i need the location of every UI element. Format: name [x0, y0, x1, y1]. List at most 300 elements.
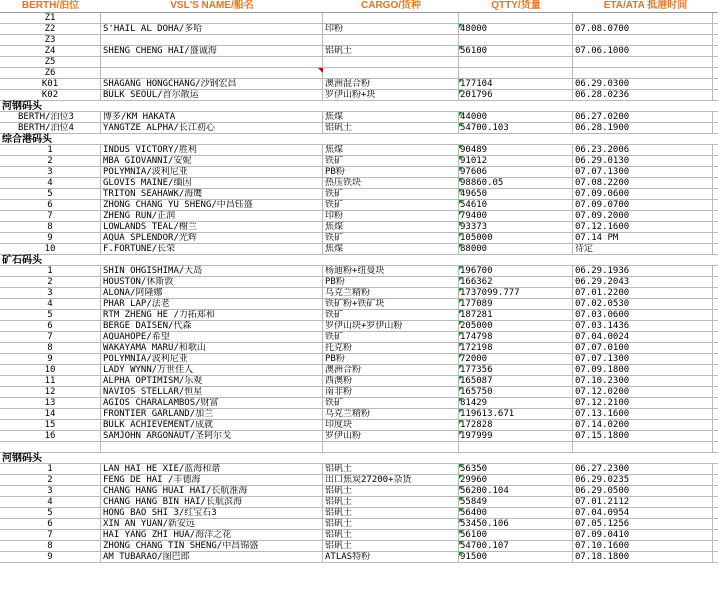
- cell-eta[interactable]: 07.06.1000: [573, 46, 713, 57]
- cell-berth[interactable]: 8: [0, 541, 101, 552]
- cell-cargo[interactable]: 铝矾土: [323, 123, 459, 134]
- cell-cargo[interactable]: 印粉: [323, 211, 459, 222]
- cell-quantity[interactable]: [459, 13, 573, 24]
- cell-berth[interactable]: Z1: [0, 13, 101, 24]
- cell-berth[interactable]: Z2: [0, 24, 101, 35]
- cell-eta[interactable]: 07.04.0024: [573, 332, 713, 343]
- cell-quantity[interactable]: 91500: [459, 552, 573, 563]
- header-vessel-name[interactable]: VSL'S NAME/船名: [170, 0, 254, 11]
- empty-cell[interactable]: [713, 376, 718, 387]
- cell-cargo[interactable]: 铝矾土: [323, 508, 459, 519]
- cell-vessel-name[interactable]: SHAGANG HONGCHANG/沙钢宏昌: [101, 79, 323, 90]
- empty-cell[interactable]: [713, 508, 718, 519]
- empty-cell[interactable]: [713, 530, 718, 541]
- cell-berth[interactable]: 4: [0, 299, 101, 310]
- cell-quantity[interactable]: 119613.671: [459, 409, 573, 420]
- cell-berth[interactable]: 13: [0, 398, 101, 409]
- cell-eta[interactable]: 07.01.2112: [573, 497, 713, 508]
- cell-quantity[interactable]: [459, 68, 573, 79]
- empty-cell[interactable]: [713, 288, 718, 299]
- empty-cell[interactable]: [713, 123, 718, 134]
- cell-cargo[interactable]: 铁矿: [323, 332, 459, 343]
- empty-cell[interactable]: [323, 101, 459, 112]
- cell-eta[interactable]: 06.29.0130: [573, 156, 713, 167]
- cell-cargo[interactable]: PB粉: [323, 167, 459, 178]
- cell-quantity[interactable]: 56100: [459, 530, 573, 541]
- cell-berth[interactable]: 5: [0, 508, 101, 519]
- empty-cell[interactable]: [713, 211, 718, 222]
- empty-cell[interactable]: [101, 453, 323, 464]
- cell-eta[interactable]: 06.27.0200: [573, 112, 713, 123]
- cell-vessel-name[interactable]: BULK ACHIEVEMENT/成就: [101, 420, 323, 431]
- cell-eta[interactable]: 07.14 PM: [573, 233, 713, 244]
- empty-cell[interactable]: [713, 453, 718, 464]
- cell-quantity[interactable]: 172198: [459, 343, 573, 354]
- cell-quantity[interactable]: 72000: [459, 354, 573, 365]
- cell-quantity[interactable]: 49650: [459, 189, 573, 200]
- cell-berth[interactable]: 3: [0, 486, 101, 497]
- cell-cargo[interactable]: PB粉: [323, 354, 459, 365]
- empty-cell[interactable]: [713, 332, 718, 343]
- cell-quantity[interactable]: 105000: [459, 233, 573, 244]
- empty-cell[interactable]: [713, 101, 718, 112]
- cell-eta[interactable]: 07.10.1600: [573, 541, 713, 552]
- empty-cell[interactable]: [713, 233, 718, 244]
- cell-eta[interactable]: 07.09.2000: [573, 211, 713, 222]
- cell-quantity[interactable]: 53450.106: [459, 519, 573, 530]
- cell-cargo[interactable]: 罗伊山粉: [323, 431, 459, 442]
- empty-cell[interactable]: [713, 68, 718, 79]
- empty-cell[interactable]: [713, 442, 718, 453]
- empty-cell[interactable]: [713, 90, 718, 101]
- cell-vessel-name[interactable]: HONG BAO SHI 3/红宝石3: [101, 508, 323, 519]
- cell-berth[interactable]: 7: [0, 530, 101, 541]
- cell-eta[interactable]: 07.18.1800: [573, 552, 713, 563]
- cell-quantity[interactable]: 56350: [459, 464, 573, 475]
- cell-vessel-name[interactable]: [101, 68, 323, 79]
- cell-vessel-name[interactable]: POLYMNIA/波利尼亚: [101, 167, 323, 178]
- cell-eta[interactable]: 07.09.0600: [573, 189, 713, 200]
- cell-quantity[interactable]: 81429: [459, 398, 573, 409]
- cell-vessel-name[interactable]: ALONA/阿隆娜: [101, 288, 323, 299]
- cell-quantity[interactable]: [459, 35, 573, 46]
- cell-berth[interactable]: 4: [0, 497, 101, 508]
- empty-cell[interactable]: [573, 255, 713, 266]
- empty-cell[interactable]: [713, 35, 718, 46]
- cell-cargo[interactable]: 铁矿: [323, 398, 459, 409]
- empty-cell[interactable]: [713, 46, 718, 57]
- cell-quantity[interactable]: 56200.104: [459, 486, 573, 497]
- cell-berth[interactable]: 6: [0, 321, 101, 332]
- cell-quantity[interactable]: 54700.107: [459, 541, 573, 552]
- empty-cell[interactable]: [713, 497, 718, 508]
- header-quantity[interactable]: QTTY/货量: [491, 0, 541, 11]
- cell-eta[interactable]: 07.01.2200: [573, 288, 713, 299]
- cell-quantity[interactable]: 197999: [459, 431, 573, 442]
- cell-cargo[interactable]: 铝矾土: [323, 464, 459, 475]
- cell-cargo[interactable]: 罗伊山粉+块: [323, 90, 459, 101]
- empty-cell[interactable]: [713, 552, 718, 563]
- cell-berth[interactable]: 7: [0, 332, 101, 343]
- cell-vessel-name[interactable]: LOWLANDS TEAL/榭兰: [101, 222, 323, 233]
- empty-cell[interactable]: [713, 24, 718, 35]
- cell-quantity[interactable]: 91012: [459, 156, 573, 167]
- cell-eta[interactable]: [573, 68, 713, 79]
- cell-eta[interactable]: 07.13.1600: [573, 409, 713, 420]
- cell-vessel-name[interactable]: NAVIOS STELLAR/恒星: [101, 387, 323, 398]
- cell-vessel-name[interactable]: [101, 442, 323, 453]
- cell-quantity[interactable]: 56100: [459, 46, 573, 57]
- cell-cargo[interactable]: 铁矿: [323, 156, 459, 167]
- empty-cell[interactable]: [573, 101, 713, 112]
- empty-cell[interactable]: [713, 156, 718, 167]
- cell-berth[interactable]: 14: [0, 409, 101, 420]
- cell-eta[interactable]: 07.14.0200: [573, 420, 713, 431]
- cell-cargo[interactable]: 澳洲合粉: [323, 365, 459, 376]
- cell-vessel-name[interactable]: FENG DE HAI /丰德海: [101, 475, 323, 486]
- empty-cell[interactable]: [713, 222, 718, 233]
- cell-vessel-name[interactable]: CHANG HANG HUAI HAI/长航淮海: [101, 486, 323, 497]
- cell-vessel-name[interactable]: ZHONG CHANG TIN SHENG/中昌锦盛: [101, 541, 323, 552]
- empty-cell[interactable]: [713, 310, 718, 321]
- cell-cargo[interactable]: [323, 13, 459, 24]
- cell-vessel-name[interactable]: POLYMNIA/波利尼亚: [101, 354, 323, 365]
- empty-cell[interactable]: [713, 79, 718, 90]
- cell-vessel-name[interactable]: WAKAYAMA MARU/和歌山: [101, 343, 323, 354]
- cell-quantity[interactable]: 187281: [459, 310, 573, 321]
- cell-eta[interactable]: 06.27.2300: [573, 464, 713, 475]
- empty-cell[interactable]: [713, 189, 718, 200]
- cell-cargo[interactable]: 铝矾土: [323, 530, 459, 541]
- empty-cell[interactable]: [101, 134, 323, 145]
- cell-vessel-name[interactable]: S'HAIL AL DOHA/多哈: [101, 24, 323, 35]
- cell-vessel-name[interactable]: [101, 35, 323, 46]
- cell-quantity[interactable]: 54610: [459, 200, 573, 211]
- cell-berth[interactable]: 16: [0, 431, 101, 442]
- cell-vessel-name[interactable]: BULK SEOUL/首尔散运: [101, 90, 323, 101]
- cell-vessel-name[interactable]: TRITON SEAHAWK/海鹰: [101, 189, 323, 200]
- cell-eta[interactable]: 06.29.0235: [573, 475, 713, 486]
- cell-quantity[interactable]: 172828: [459, 420, 573, 431]
- cell-berth[interactable]: 7: [0, 211, 101, 222]
- cell-vessel-name[interactable]: INDUS VICTORY/胜利: [101, 145, 323, 156]
- cell-cargo[interactable]: 热压铁块: [323, 178, 459, 189]
- cell-eta[interactable]: 06.28.1900: [573, 123, 713, 134]
- empty-cell[interactable]: [713, 13, 718, 24]
- empty-cell[interactable]: [323, 255, 459, 266]
- cell-vessel-name[interactable]: PHAR LAP/法老: [101, 299, 323, 310]
- cell-cargo[interactable]: 杨迪粉+纽曼块: [323, 266, 459, 277]
- cell-eta[interactable]: 06.29.1936: [573, 266, 713, 277]
- empty-cell[interactable]: [713, 57, 718, 68]
- cell-vessel-name[interactable]: BERGE DAISEN/代森: [101, 321, 323, 332]
- cell-cargo[interactable]: 托克粉: [323, 343, 459, 354]
- cell-quantity[interactable]: 54700.103: [459, 123, 573, 134]
- cell-berth[interactable]: K01: [0, 79, 101, 90]
- cell-eta[interactable]: 06.29.2043: [573, 277, 713, 288]
- cell-berth[interactable]: 5: [0, 189, 101, 200]
- header-cargo[interactable]: CARGO/货种: [361, 0, 421, 11]
- empty-cell[interactable]: [713, 387, 718, 398]
- empty-cell[interactable]: [713, 266, 718, 277]
- cell-cargo[interactable]: 焦煤: [323, 145, 459, 156]
- cell-quantity[interactable]: 201796: [459, 90, 573, 101]
- empty-cell[interactable]: [713, 486, 718, 497]
- cell-vessel-name[interactable]: SHENG CHENG HAI/盛诚海: [101, 46, 323, 57]
- empty-cell[interactable]: [713, 112, 718, 123]
- cell-quantity[interactable]: 97606: [459, 167, 573, 178]
- cell-eta[interactable]: [573, 35, 713, 46]
- empty-cell[interactable]: [713, 134, 718, 145]
- cell-quantity[interactable]: 55849: [459, 497, 573, 508]
- cell-vessel-name[interactable]: [101, 13, 323, 24]
- empty-cell[interactable]: [713, 420, 718, 431]
- cell-cargo[interactable]: 铝矾土: [323, 541, 459, 552]
- empty-cell[interactable]: [459, 134, 573, 145]
- empty-cell[interactable]: [713, 398, 718, 409]
- empty-cell[interactable]: [713, 365, 718, 376]
- cell-eta[interactable]: [573, 13, 713, 24]
- cell-cargo[interactable]: 乌克兰精粉: [323, 409, 459, 420]
- cell-eta[interactable]: 07.05.1256: [573, 519, 713, 530]
- cell-quantity[interactable]: 205000: [459, 321, 573, 332]
- cell-eta[interactable]: 06.29.0500: [573, 486, 713, 497]
- empty-cell[interactable]: [101, 101, 323, 112]
- cell-vessel-name[interactable]: [101, 57, 323, 68]
- header-berth[interactable]: BERTH/泊位: [21, 0, 80, 11]
- section-title[interactable]: 河钢码头: [0, 101, 101, 112]
- cell-eta[interactable]: 07.15.1800: [573, 431, 713, 442]
- cell-vessel-name[interactable]: SAMJOHN ARGONAUT/圣阿尔戈: [101, 431, 323, 442]
- empty-cell[interactable]: [101, 255, 323, 266]
- cell-vessel-name[interactable]: ZHENG RUN/正润: [101, 211, 323, 222]
- empty-cell[interactable]: [713, 255, 718, 266]
- cell-berth[interactable]: 6: [0, 200, 101, 211]
- cell-eta[interactable]: 07.07.1300: [573, 354, 713, 365]
- cell-vessel-name[interactable]: LAN HAI HE XIE/蓝海和谐: [101, 464, 323, 475]
- cell-quantity[interactable]: 90489: [459, 145, 573, 156]
- cell-vessel-name[interactable]: FRONTIER GARLAND/加兰: [101, 409, 323, 420]
- empty-cell[interactable]: [459, 101, 573, 112]
- empty-cell[interactable]: [713, 321, 718, 332]
- cell-quantity[interactable]: 88000: [459, 244, 573, 255]
- cell-cargo[interactable]: 铝矾土: [323, 486, 459, 497]
- empty-cell[interactable]: [573, 134, 713, 145]
- cell-berth[interactable]: 9: [0, 552, 101, 563]
- cell-quantity[interactable]: [459, 57, 573, 68]
- cell-berth[interactable]: 2: [0, 277, 101, 288]
- cell-cargo[interactable]: 铝矾土: [323, 497, 459, 508]
- cell-eta[interactable]: 07.03.1436: [573, 321, 713, 332]
- cell-eta[interactable]: 06.23.2006: [573, 145, 713, 156]
- cell-vessel-name[interactable]: XIN AN YUAN/新安远: [101, 519, 323, 530]
- cell-berth[interactable]: 11: [0, 376, 101, 387]
- cell-vessel-name[interactable]: RTM ZHENG HE /力拓郑和: [101, 310, 323, 321]
- section-title[interactable]: 河钢码头: [0, 453, 101, 464]
- cell-quantity[interactable]: 56400: [459, 508, 573, 519]
- cell-berth[interactable]: 8: [0, 222, 101, 233]
- cell-cargo[interactable]: 澳洲混合粉: [323, 79, 459, 90]
- cell-cargo[interactable]: 南非粉: [323, 387, 459, 398]
- cell-vessel-name[interactable]: AGIOS CHARALAMBOS/财富: [101, 398, 323, 409]
- empty-cell[interactable]: [459, 255, 573, 266]
- cell-berth[interactable]: 1: [0, 145, 101, 156]
- cell-berth[interactable]: 8: [0, 343, 101, 354]
- cell-quantity[interactable]: 44000: [459, 112, 573, 123]
- cell-berth[interactable]: 3: [0, 288, 101, 299]
- cell-cargo[interactable]: 印度块: [323, 420, 459, 431]
- empty-cell[interactable]: [323, 134, 459, 145]
- cell-vessel-name[interactable]: SHIN OHGISHIMA/大岛: [101, 266, 323, 277]
- cell-eta[interactable]: [573, 442, 713, 453]
- cell-cargo[interactable]: PB粉: [323, 277, 459, 288]
- cell-vessel-name[interactable]: ZHONG CHANG YU SHENG/中昌钰盛: [101, 200, 323, 211]
- section-title[interactable]: 矿石码头: [0, 255, 101, 266]
- cell-berth[interactable]: Z5: [0, 57, 101, 68]
- cell-eta[interactable]: 07.02.0530: [573, 299, 713, 310]
- cell-cargo[interactable]: 焦煤: [323, 112, 459, 123]
- empty-cell[interactable]: [573, 453, 713, 464]
- empty-cell[interactable]: [713, 299, 718, 310]
- cell-berth[interactable]: [0, 442, 101, 453]
- cell-cargo[interactable]: [323, 442, 459, 453]
- cell-cargo[interactable]: 乌克兰精粉: [323, 288, 459, 299]
- cell-berth[interactable]: 1: [0, 266, 101, 277]
- cell-eta[interactable]: 07.09.1800: [573, 365, 713, 376]
- cell-quantity[interactable]: [459, 442, 573, 453]
- cell-vessel-name[interactable]: GLOVIS MAINE/缅因: [101, 178, 323, 189]
- cell-eta[interactable]: 07.09.0410: [573, 530, 713, 541]
- cell-cargo[interactable]: 铝矾土: [323, 46, 459, 57]
- empty-cell[interactable]: [713, 475, 718, 486]
- cell-quantity[interactable]: 177089: [459, 299, 573, 310]
- cell-quantity[interactable]: 174798: [459, 332, 573, 343]
- section-title[interactable]: 综合港码头: [0, 134, 101, 145]
- cell-quantity[interactable]: 177356: [459, 365, 573, 376]
- empty-cell[interactable]: [713, 409, 718, 420]
- cell-eta[interactable]: 07.12.2100: [573, 398, 713, 409]
- cell-berth[interactable]: 6: [0, 519, 101, 530]
- cell-berth[interactable]: 9: [0, 354, 101, 365]
- comment-indicator[interactable]: [318, 68, 323, 73]
- cell-berth[interactable]: 15: [0, 420, 101, 431]
- cell-cargo[interactable]: 铁矿: [323, 310, 459, 321]
- cell-cargo[interactable]: 焦煤: [323, 222, 459, 233]
- cell-berth[interactable]: 5: [0, 310, 101, 321]
- cell-quantity[interactable]: 165087: [459, 376, 573, 387]
- cell-quantity[interactable]: 98860.05: [459, 178, 573, 189]
- empty-cell[interactable]: [713, 244, 718, 255]
- cell-eta[interactable]: 06.28.0236: [573, 90, 713, 101]
- cell-quantity[interactable]: 48000: [459, 24, 573, 35]
- cell-vessel-name[interactable]: AQUAHOPE/希望: [101, 332, 323, 343]
- empty-cell[interactable]: [713, 167, 718, 178]
- cell-cargo[interactable]: 焦煤: [323, 244, 459, 255]
- cell-eta[interactable]: 07.03.0600: [573, 310, 713, 321]
- empty-cell[interactable]: [713, 354, 718, 365]
- cell-berth[interactable]: 2: [0, 475, 101, 486]
- cell-quantity[interactable]: 79400: [459, 211, 573, 222]
- cell-berth[interactable]: 9: [0, 233, 101, 244]
- header-eta[interactable]: ETA/ATA 抵港时间: [603, 0, 688, 11]
- empty-cell[interactable]: [713, 464, 718, 475]
- cell-cargo[interactable]: [323, 68, 459, 79]
- cell-berth[interactable]: BERTH/泊位3: [0, 112, 101, 123]
- empty-cell[interactable]: [713, 200, 718, 211]
- cell-cargo[interactable]: [323, 57, 459, 68]
- cell-cargo[interactable]: 出口焦炭27200+杂货: [323, 475, 459, 486]
- empty-cell[interactable]: [713, 277, 718, 288]
- cell-cargo[interactable]: 铝矾土: [323, 519, 459, 530]
- cell-eta[interactable]: 07.07.1300: [573, 167, 713, 178]
- empty-cell[interactable]: [713, 519, 718, 530]
- cell-cargo[interactable]: 罗伊山块+罗伊山粉: [323, 321, 459, 332]
- cell-eta[interactable]: 07.08.0700: [573, 24, 713, 35]
- cell-vessel-name[interactable]: YANGTZE ALPHA/长江初心: [101, 123, 323, 134]
- cell-vessel-name[interactable]: ALPHA OPTIMISM/乐观: [101, 376, 323, 387]
- cell-berth[interactable]: 10: [0, 365, 101, 376]
- cell-cargo[interactable]: 铁矿: [323, 233, 459, 244]
- cell-vessel-name[interactable]: HAI YANG ZHI HUA/海洋之花: [101, 530, 323, 541]
- cell-eta[interactable]: 07.12.1600: [573, 222, 713, 233]
- cell-cargo[interactable]: 西澳粉: [323, 376, 459, 387]
- empty-cell[interactable]: [713, 145, 718, 156]
- cell-vessel-name[interactable]: MBA GIOVANNI/安妮: [101, 156, 323, 167]
- cell-berth[interactable]: 10: [0, 244, 101, 255]
- cell-quantity[interactable]: 93373: [459, 222, 573, 233]
- cell-berth[interactable]: K02: [0, 90, 101, 101]
- cell-berth[interactable]: 12: [0, 387, 101, 398]
- cell-vessel-name[interactable]: CHANG HANG BIN HAI/长航滨海: [101, 497, 323, 508]
- cell-vessel-name[interactable]: HOUSTON/休斯敦: [101, 277, 323, 288]
- cell-quantity[interactable]: 165750: [459, 387, 573, 398]
- cell-berth[interactable]: 3: [0, 167, 101, 178]
- cell-vessel-name[interactable]: 博多/KM HAKATA: [101, 112, 323, 123]
- cell-quantity[interactable]: 29960: [459, 475, 573, 486]
- cell-berth[interactable]: Z6: [0, 68, 101, 79]
- cell-eta[interactable]: 07.07.0100: [573, 343, 713, 354]
- cell-eta[interactable]: 07.09.0700: [573, 200, 713, 211]
- cell-cargo[interactable]: ATLAS特粉: [323, 552, 459, 563]
- cell-eta[interactable]: 07.10.2300: [573, 376, 713, 387]
- cell-berth[interactable]: Z3: [0, 35, 101, 46]
- cell-eta[interactable]: 07.08.2200: [573, 178, 713, 189]
- cell-quantity[interactable]: 166362: [459, 277, 573, 288]
- cell-quantity[interactable]: 1737099.777: [459, 288, 573, 299]
- empty-cell[interactable]: [459, 453, 573, 464]
- cell-cargo[interactable]: 铁矿粉+铁矿块: [323, 299, 459, 310]
- empty-cell[interactable]: [713, 541, 718, 552]
- cell-quantity[interactable]: 196700: [459, 266, 573, 277]
- cell-eta[interactable]: 06.29.0300: [573, 79, 713, 90]
- cell-berth[interactable]: 1: [0, 464, 101, 475]
- cell-berth[interactable]: BERTH/泊位4: [0, 123, 101, 134]
- cell-quantity[interactable]: 177104: [459, 79, 573, 90]
- empty-cell[interactable]: [713, 343, 718, 354]
- cell-eta[interactable]: [573, 57, 713, 68]
- cell-vessel-name[interactable]: LADY WYNN/万世佳人: [101, 365, 323, 376]
- cell-vessel-name[interactable]: AM TUBARAO/图巴郎: [101, 552, 323, 563]
- cell-eta[interactable]: 07.12.0200: [573, 387, 713, 398]
- empty-cell[interactable]: [323, 453, 459, 464]
- empty-cell[interactable]: [713, 431, 718, 442]
- cell-cargo[interactable]: 印粉: [323, 24, 459, 35]
- cell-cargo[interactable]: [323, 35, 459, 46]
- cell-berth[interactable]: 4: [0, 178, 101, 189]
- cell-cargo[interactable]: 铁矿: [323, 189, 459, 200]
- empty-cell[interactable]: [713, 178, 718, 189]
- cell-eta[interactable]: 07.04.0954: [573, 508, 713, 519]
